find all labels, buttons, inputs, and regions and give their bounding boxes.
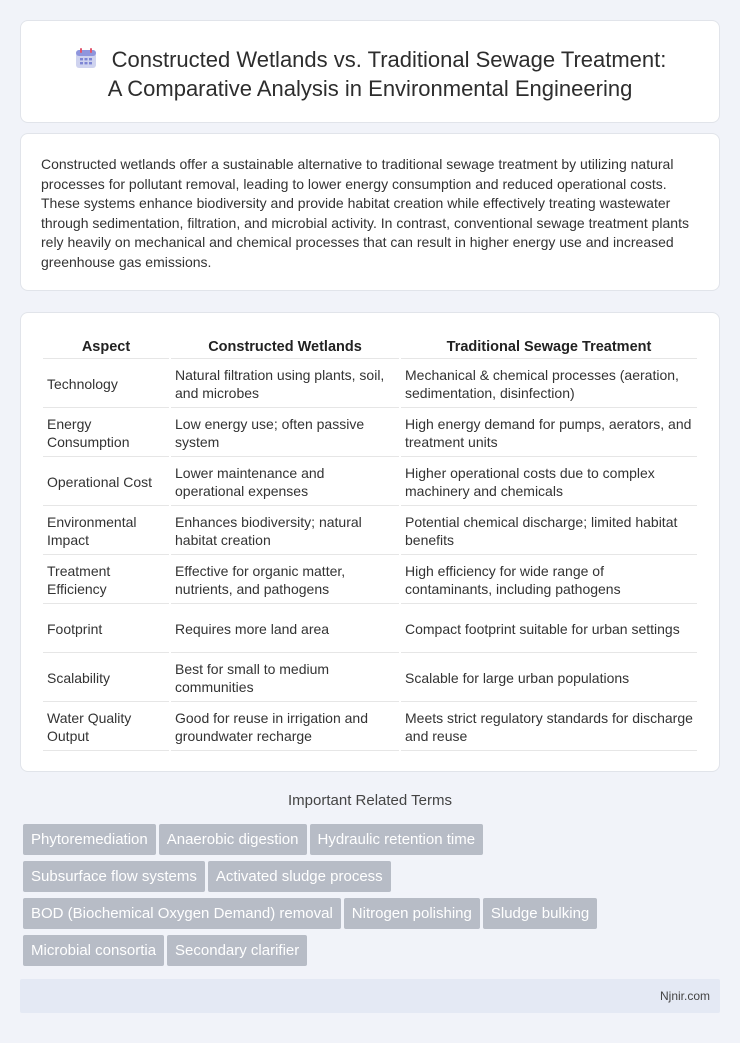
row-traditional: Scalable for large urban populations: [401, 655, 697, 702]
row-traditional: Meets strict regulatory standards for discharge and reuse: [401, 704, 697, 751]
row-aspect: Technology: [43, 361, 169, 408]
related-terms-title: Important Related Terms: [288, 792, 452, 809]
header-constructed-wetlands: Constructed Wetlands: [171, 335, 399, 359]
intro-paragraph: Constructed wetlands offer a sustainable alternative to traditional sewage treatment by utilizing natural processes for pollutant removal, leading to lower energy consumption and reduced operational costs. These systems enhance biodiversity and provide habitat creation while effectively treating wastewater through sedimentation, filtration, and microbial activity. In contrast, conventional sewage treatment plants rely heavily on mechanical and chemical processes that can result in higher energy use and increased greenhouse gas emissions.: [41, 156, 689, 270]
tag-phytoremediation[interactable]: Phytoremediation: [23, 824, 156, 855]
page-title: [21, 45, 719, 103]
table-row: [43, 557, 697, 604]
row-traditional: High energy demand for pumps, aerators, and treatment units: [401, 410, 697, 457]
table-header-row: [43, 335, 697, 359]
row-traditional: Higher operational costs due to complex machinery and chemicals: [401, 459, 697, 506]
table-row: [43, 410, 697, 457]
footer-site-link[interactable]: Njnir.com: [659, 989, 710, 1003]
tag-microbial-consortia[interactable]: Microbial consortia: [23, 935, 164, 966]
row-aspect: Energy Consumption: [43, 410, 169, 457]
row-traditional: Compact footprint suitable for urban settings: [401, 606, 697, 653]
title-line-1: Constructed Wetlands vs. Traditional Sewage Treatment:: [111, 47, 667, 72]
header-aspect: Aspect: [43, 335, 169, 359]
header-traditional-sewage: Traditional Sewage Treatment: [401, 335, 697, 359]
row-aspect: Scalability: [43, 655, 169, 702]
tag-activated-sludge-process[interactable]: Activated sludge process: [208, 861, 391, 892]
row-wetlands: Effective for organic matter, nutrients, and pathogens: [171, 557, 399, 604]
row-aspect: Operational Cost: [43, 459, 169, 506]
tag-sludge-bulking[interactable]: Sludge bulking: [483, 898, 597, 929]
footer: [20, 979, 720, 1013]
tag-hydraulic-retention-time[interactable]: Hydraulic retention time: [310, 824, 484, 855]
tag-anaerobic-digestion[interactable]: Anaerobic digestion: [159, 824, 307, 855]
row-traditional: Mechanical & chemical processes (aeration, sedimentation, disinfection): [401, 361, 697, 408]
row-wetlands: Best for small to medium communities: [171, 655, 399, 702]
comparison-table-card: [20, 312, 720, 772]
row-traditional: High efficiency for wide range of contaminants, including pathogens: [401, 557, 697, 604]
row-wetlands: Good for reuse in irrigation and groundwater recharge: [171, 704, 399, 751]
row-wetlands: Lower maintenance and operational expenses: [171, 459, 399, 506]
row-aspect: Water Quality Output: [43, 704, 169, 751]
tag-subsurface-flow-systems[interactable]: Subsurface flow systems: [23, 861, 205, 892]
table-row: [43, 606, 697, 653]
table-row: [43, 361, 697, 408]
row-aspect: Footprint: [43, 606, 169, 653]
row-wetlands: Requires more land area: [171, 606, 399, 653]
row-wetlands: Enhances biodiversity; natural habitat creation: [171, 508, 399, 555]
row-wetlands: Low energy use; often passive system: [171, 410, 399, 457]
comparison-table: [41, 333, 699, 753]
table-row: [43, 655, 697, 702]
table-row: [43, 459, 697, 506]
calendar-icon: [74, 46, 98, 70]
intro-card: [20, 133, 720, 291]
row-traditional: Potential chemical discharge; limited habitat benefits: [401, 508, 697, 555]
title-line-2: A Comparative Analysis in Environmental Engineering: [107, 76, 633, 101]
tag-nitrogen-polishing[interactable]: Nitrogen polishing: [344, 898, 480, 929]
related-terms-tags: [23, 824, 723, 972]
row-aspect: Treatment Efficiency: [43, 557, 169, 604]
row-aspect: Environmental Impact: [43, 508, 169, 555]
title-card: [20, 20, 720, 123]
table-row: [43, 704, 697, 751]
row-wetlands: Natural filtration using plants, soil, and microbes: [171, 361, 399, 408]
table-row: [43, 508, 697, 555]
tag-secondary-clarifier[interactable]: Secondary clarifier: [167, 935, 307, 966]
tag-bod-removal[interactable]: BOD (Biochemical Oxygen Demand) removal: [23, 898, 341, 929]
